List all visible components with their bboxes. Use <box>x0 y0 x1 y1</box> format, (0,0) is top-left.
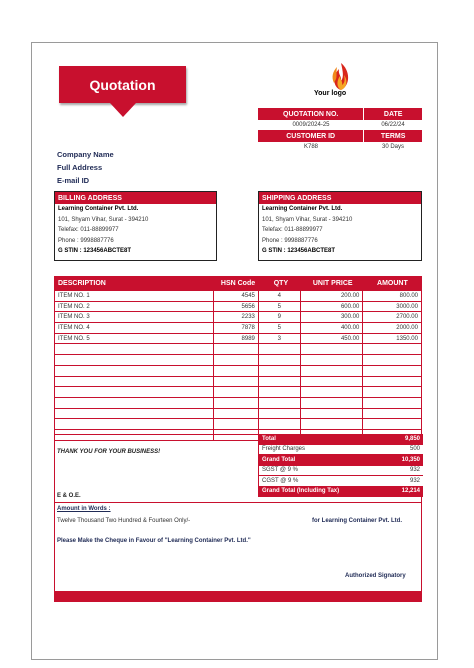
totals-label: SGST @ 9 % <box>262 467 298 474</box>
item-unit-price <box>301 377 364 387</box>
totals-label: Freight Charges <box>262 446 306 453</box>
totals-row <box>259 445 423 456</box>
date-label: DATE <box>363 108 422 120</box>
item-description <box>55 409 214 419</box>
table-row <box>55 343 421 354</box>
item-amount <box>363 377 421 387</box>
totals-value: 12,214 <box>401 488 420 495</box>
item-qty <box>259 366 301 376</box>
items-body <box>55 290 421 440</box>
item-amount: 800.00 <box>399 292 418 299</box>
item-hsn <box>214 398 259 408</box>
item-unit-price: 300.00 <box>301 312 364 322</box>
page-title: Quotation <box>89 76 156 93</box>
amount-in-words: Twelve Thousand Two Hundred & Fourteen Only/- <box>57 518 191 524</box>
item-description <box>55 344 214 354</box>
quotation-info-table <box>258 108 422 152</box>
billing-line: G STIN : 123456ABCTE8T <box>58 248 132 254</box>
quotation-no-value: 0009/2024-25 <box>292 122 330 128</box>
col-unit-price: UNIT PRICE <box>312 280 353 287</box>
table-row <box>55 418 421 429</box>
table-row <box>55 322 421 333</box>
item-qty: 4 <box>259 291 301 301</box>
items-header-row <box>55 277 421 290</box>
item-amount: 1350.00 <box>396 335 418 342</box>
item-amount <box>363 366 421 376</box>
item-description <box>55 355 214 365</box>
totals-row <box>259 476 423 487</box>
item-hsn <box>214 387 259 397</box>
totals-label: CGST @ 9 % <box>262 477 299 484</box>
customer-id-label: CUSTOMER ID <box>258 130 363 142</box>
totals-row <box>259 455 423 466</box>
totals-label: Grand Total (Including Tax) <box>262 488 340 495</box>
billing-line: Learning Container Pvt. Ltd. <box>58 206 139 212</box>
item-hsn: 5656 <box>214 302 259 312</box>
items-table <box>54 276 422 441</box>
item-description <box>55 366 214 376</box>
quotation-title-banner <box>59 66 186 103</box>
shipping-heading: SHIPPING ADDRESS <box>259 192 421 204</box>
item-hsn <box>214 344 259 354</box>
item-amount <box>363 398 421 408</box>
item-hsn <box>214 355 259 365</box>
shipping-line: Phone : 9998887776 <box>262 237 318 244</box>
item-description <box>55 398 214 408</box>
col-hsn: HSN Code <box>220 280 256 287</box>
billing-line: Phone : 9998887776 <box>58 237 114 244</box>
item-hsn <box>214 377 259 387</box>
company-name: Company Name <box>57 150 114 159</box>
totals-value: 9,850 <box>404 435 420 442</box>
table-row <box>55 290 421 301</box>
col-description: DESCRIPTION <box>58 280 106 287</box>
item-qty <box>259 344 301 354</box>
totals-value: 500 <box>409 446 420 453</box>
billing-address-box <box>54 191 217 261</box>
item-qty: 5 <box>259 323 301 333</box>
shipping-address-box <box>258 191 422 261</box>
item-qty <box>259 409 301 419</box>
table-row <box>55 311 421 322</box>
company-address: Full Address <box>57 163 103 172</box>
table-row <box>55 333 421 344</box>
item-description: ITEM NO. 1 <box>55 291 214 301</box>
item-description <box>55 387 214 397</box>
item-unit-price: 450.00 <box>301 334 364 344</box>
quotation-page <box>31 42 438 660</box>
item-amount <box>363 355 421 365</box>
banner-arrow <box>110 103 136 117</box>
item-qty: 9 <box>259 312 301 322</box>
billing-heading: BILLING ADDRESS <box>55 192 216 204</box>
totals-label: Total <box>262 435 276 442</box>
flame-logo-icon <box>328 61 354 91</box>
item-hsn <box>214 419 259 429</box>
item-description: ITEM NO. 2 <box>55 302 214 312</box>
col-qty: QTY <box>273 280 289 287</box>
billing-line: 101, Shyam Vihar, Surat - 394210 <box>58 216 149 223</box>
item-qty <box>259 387 301 397</box>
item-amount <box>363 344 421 354</box>
thank-you-note: THANK YOU FOR YOUR BUSINESS! <box>57 449 161 455</box>
totals-row <box>259 434 423 445</box>
item-unit-price <box>301 366 364 376</box>
quotation-no-label: QUOTATION NO. <box>258 108 363 120</box>
table-row <box>55 408 421 419</box>
shipping-line: Telefax: 011-88899977 <box>262 227 323 233</box>
item-hsn <box>214 409 259 419</box>
item-hsn <box>214 366 259 376</box>
item-description <box>55 419 214 429</box>
item-unit-price <box>301 344 364 354</box>
totals-value: 932 <box>409 467 420 474</box>
item-amount: 2000.00 <box>396 324 418 331</box>
totals-bottom-divider <box>54 502 422 503</box>
terms-label: TERMS <box>363 130 422 142</box>
item-qty: 3 <box>259 334 301 344</box>
item-hsn: 4545 <box>214 291 259 301</box>
billing-line: Telefax: 011-88899977 <box>58 227 119 233</box>
item-hsn: 2233 <box>214 312 259 322</box>
col-amount: AMOUNT <box>377 280 408 287</box>
date-value: 06/22/24 <box>381 122 405 128</box>
item-amount: 3000.00 <box>396 303 418 310</box>
item-qty <box>259 419 301 429</box>
totals-box <box>258 434 423 497</box>
logo-text: Your logo <box>314 90 347 97</box>
customer-id-value: K788 <box>303 144 318 150</box>
totals-row <box>259 487 423 498</box>
item-unit-price <box>301 409 364 419</box>
table-row <box>55 386 421 397</box>
table-row <box>55 301 421 312</box>
table-row <box>55 354 421 365</box>
eoe-note: E & O.E. <box>57 493 81 499</box>
footer-bar <box>54 591 422 602</box>
item-unit-price <box>301 419 364 429</box>
terms-value: 30 Days <box>381 144 404 150</box>
cheque-note: Please Make the Cheque in Favour of "Learning Container Pvt. Ltd." <box>57 538 251 544</box>
item-hsn: 7878 <box>214 323 259 333</box>
item-description <box>55 377 214 387</box>
item-amount: 2700.00 <box>396 314 418 321</box>
item-unit-price: 400.00 <box>301 323 364 333</box>
item-description: ITEM NO. 5 <box>55 334 214 344</box>
shipping-line: 101, Shyam Vihar, Surat - 394210 <box>262 216 353 223</box>
for-company-signature: for Learning Container Pvt. Ltd. <box>312 518 403 524</box>
table-row <box>55 365 421 376</box>
totals-value: 932 <box>409 477 420 484</box>
item-unit-price: 200.00 <box>301 291 364 301</box>
table-row <box>55 376 421 387</box>
item-unit-price <box>301 398 364 408</box>
item-description: ITEM NO. 4 <box>55 323 214 333</box>
totals-row <box>259 466 423 477</box>
shipping-line: G STIN : 123456ABCTE8T <box>262 248 336 254</box>
item-qty <box>259 398 301 408</box>
item-description: ITEM NO. 3 <box>55 312 214 322</box>
item-unit-price: 600.00 <box>301 302 364 312</box>
totals-label: Grand Total <box>262 456 296 463</box>
item-unit-price <box>301 355 364 365</box>
item-amount <box>363 387 421 397</box>
item-qty: 5 <box>259 302 301 312</box>
item-amount <box>363 419 421 429</box>
company-email: E-mail ID <box>57 176 90 185</box>
item-hsn: 8989 <box>214 334 259 344</box>
totals-value: 10,350 <box>401 456 420 463</box>
item-amount <box>363 409 421 419</box>
item-unit-price <box>301 387 364 397</box>
authorized-signatory: Authorized Signatory <box>345 573 406 579</box>
shipping-line: Learning Container Pvt. Ltd. <box>262 206 343 212</box>
table-row <box>55 397 421 408</box>
item-qty <box>259 377 301 387</box>
amount-in-words-label: Amount in Words : <box>57 506 111 512</box>
item-qty <box>259 355 301 365</box>
